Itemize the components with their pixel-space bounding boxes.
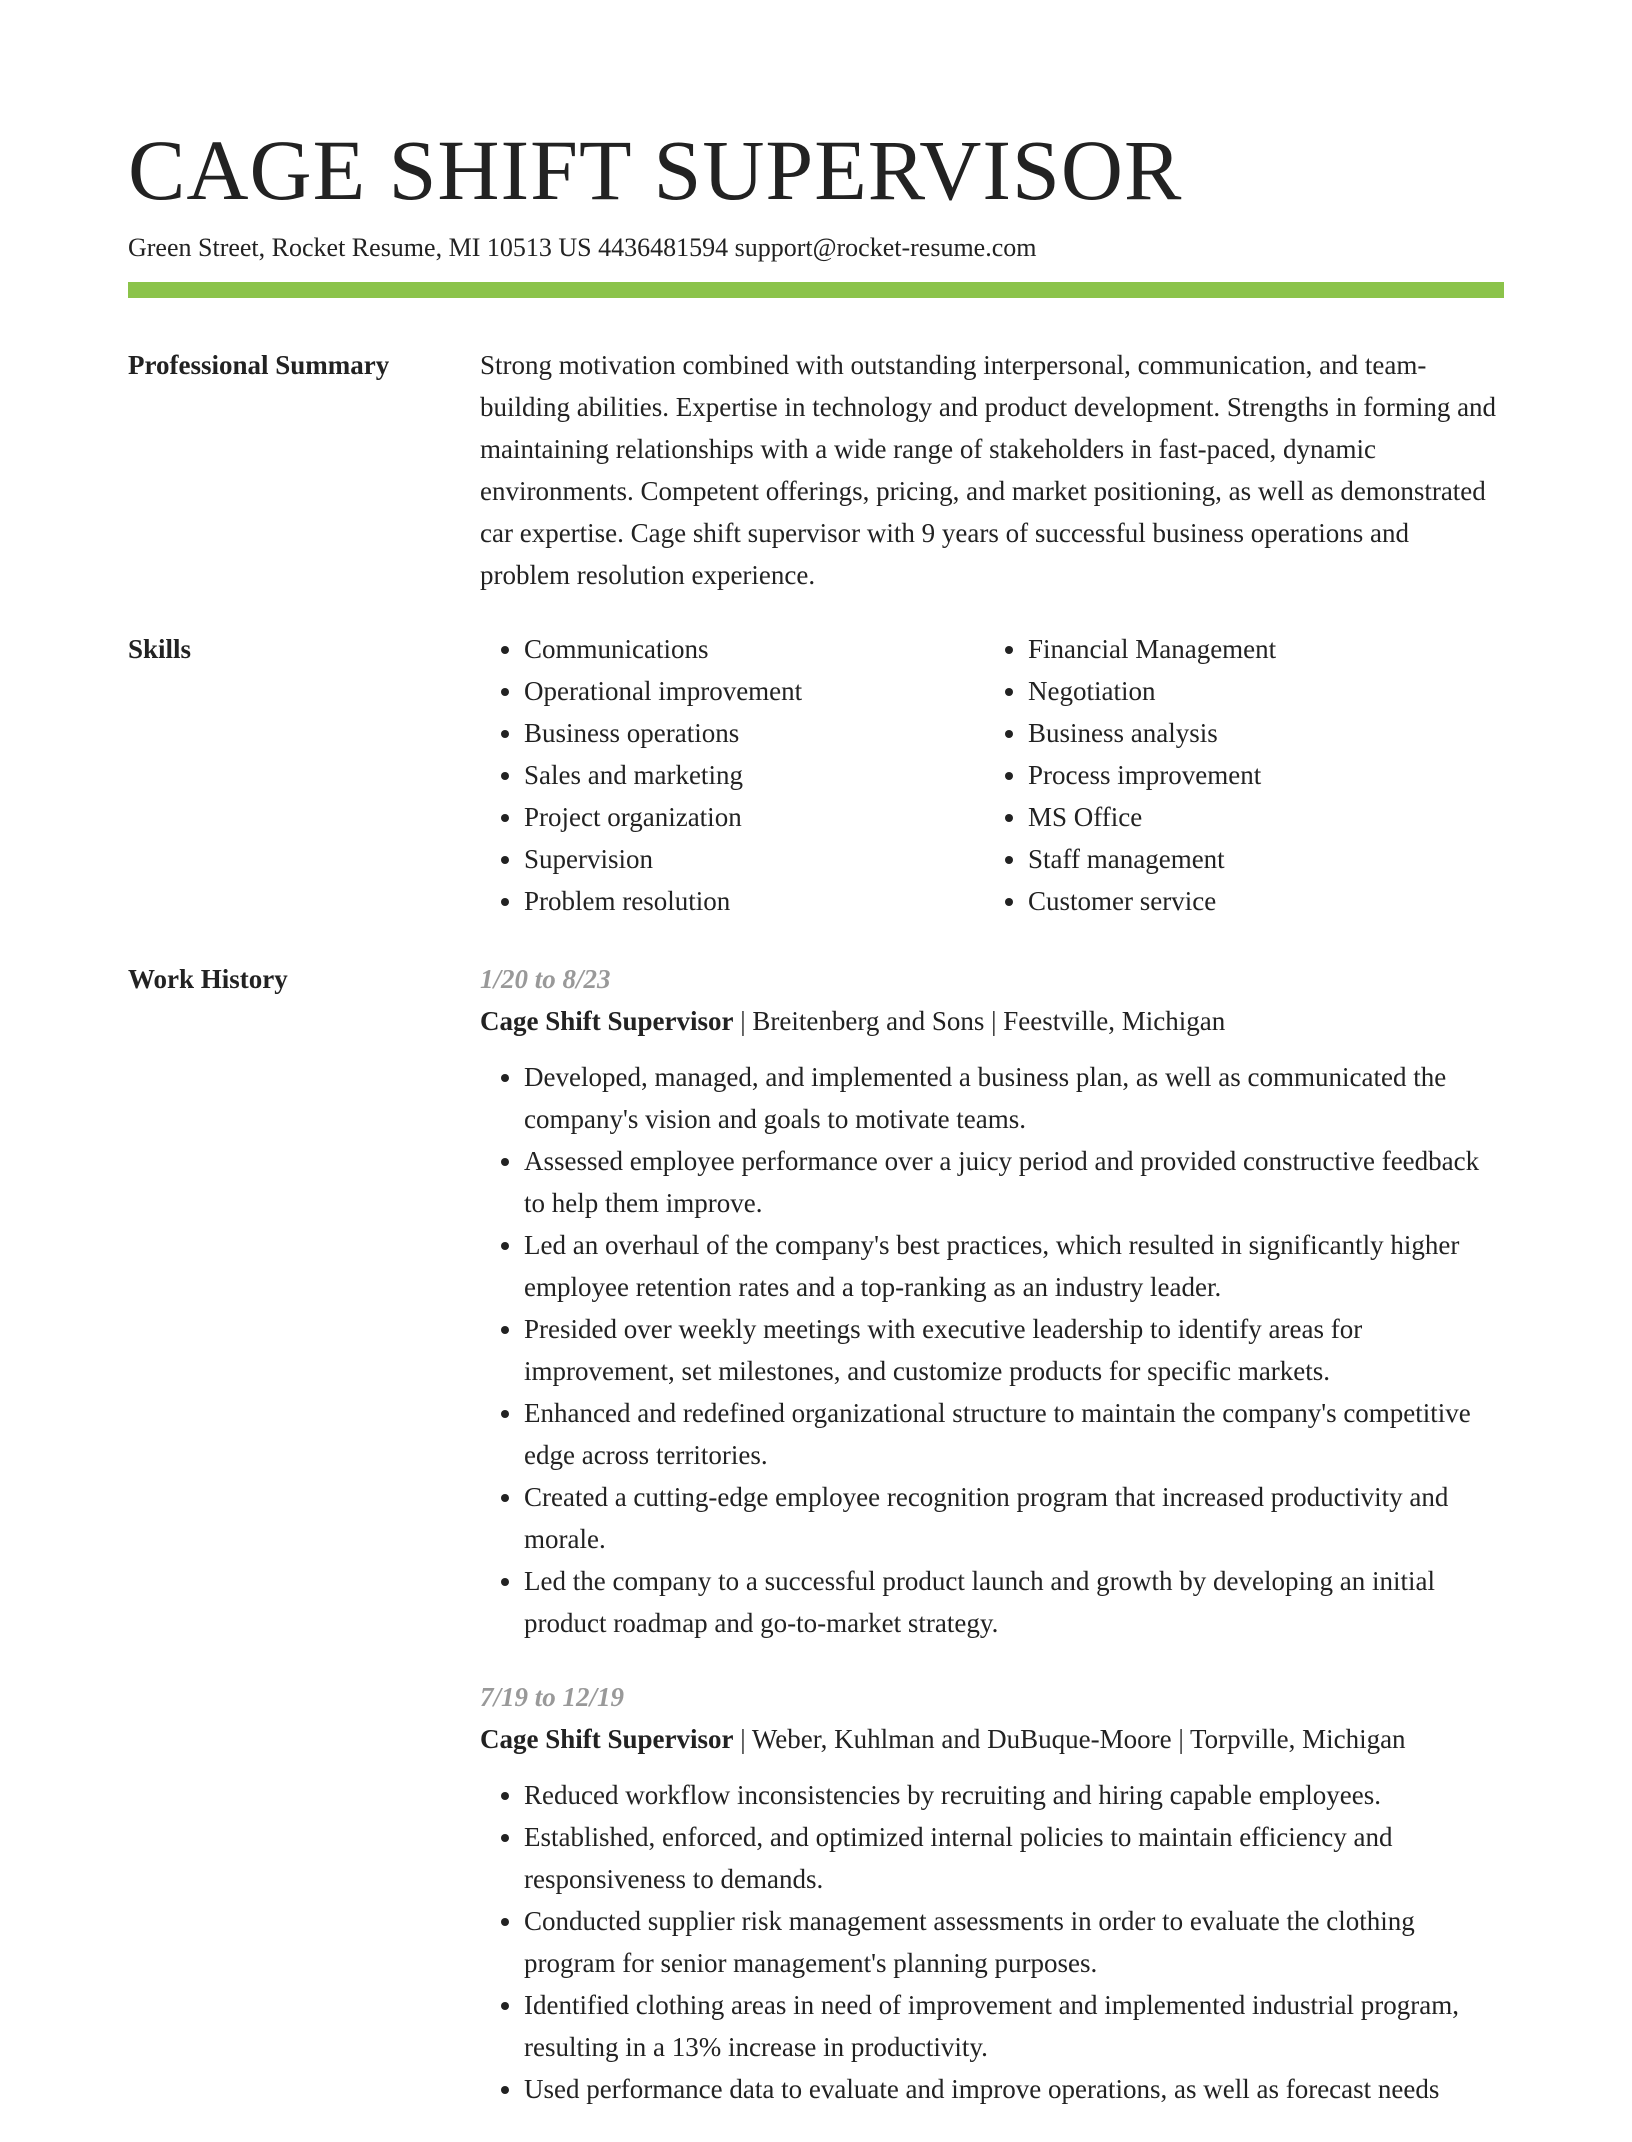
job-duty: • Presided over weekly meetings with executive leadership to identify areas for improvement, set milestones, and customize products for specific markets. bbox=[524, 1308, 1504, 1392]
skill-item: • Project organization bbox=[524, 796, 984, 838]
section-title-work-history: Work History bbox=[128, 964, 288, 994]
accent-divider bbox=[128, 282, 1504, 298]
job-employer-location: | Breitenberg and Sons | Feestville, Michigan bbox=[733, 1006, 1226, 1036]
work-history-body bbox=[480, 958, 1504, 2142]
contact-line: Green Street, Rocket Resume, MI 10513 US 4436481594 support@rocket-resume.com bbox=[128, 233, 1037, 262]
section-title-skills: Skills bbox=[128, 634, 192, 664]
job-duties-list bbox=[480, 1056, 1504, 1644]
job-heading bbox=[480, 1000, 1504, 1042]
summary-body bbox=[480, 344, 1504, 596]
candidate-name: CAGE SHIFT SUPERVISOR bbox=[128, 122, 1183, 218]
job-duty: • Assessed employee performance over a juicy period and provided constructive feedback to help them improve. bbox=[524, 1140, 1504, 1224]
job-duty: • Identified clothing areas in need of improvement and implemented industrial program, resulting in a 13% increase in productivity. bbox=[524, 1984, 1504, 2068]
job-entry bbox=[480, 958, 1504, 1644]
section-title-summary: Professional Summary bbox=[128, 350, 390, 380]
resume-page bbox=[128, 120, 1504, 2142]
skills-columns bbox=[480, 628, 1528, 922]
job-heading bbox=[480, 1718, 1504, 1760]
job-duty: • Established, enforced, and optimized internal policies to maintain efficiency and responsiveness to demands. bbox=[524, 1816, 1504, 1900]
skills-list-left bbox=[480, 628, 984, 922]
skills-section bbox=[128, 628, 1504, 922]
job-duty: • Led the company to a successful product launch and growth by developing an initial product roadmap and go-to-market strategy. bbox=[524, 1560, 1504, 1644]
skill-item: • Business analysis bbox=[1028, 712, 1528, 754]
job-date: 7/19 to 12/19 bbox=[480, 1682, 625, 1712]
skills-list-right bbox=[984, 628, 1528, 922]
job-duty: • Created a cutting-edge employee recognition program that increased productivity and morale. bbox=[524, 1476, 1504, 1560]
job-duty: • Reduced workflow inconsistencies by recruiting and hiring capable employees. bbox=[524, 1774, 1504, 1816]
job-duty: • Conducted supplier risk management assessments in order to evaluate the clothing program for senior management's planning purposes. bbox=[524, 1900, 1504, 1984]
job-employer-location: | Weber, Kuhlman and DuBuque-Moore | Torpville, Michigan bbox=[733, 1724, 1406, 1754]
skill-item: • Sales and marketing bbox=[524, 754, 984, 796]
skill-item: • MS Office bbox=[1028, 796, 1528, 838]
job-duty: • Enhanced and redefined organizational structure to maintain the company's competitive edge across territories. bbox=[524, 1392, 1504, 1476]
skill-item: • Problem resolution bbox=[524, 880, 984, 922]
job-duty: • Developed, managed, and implemented a business plan, as well as communicated the company's vision and goals to motivate teams. bbox=[524, 1056, 1504, 1140]
summary-section bbox=[128, 344, 1504, 596]
skill-item: • Financial Management bbox=[1028, 628, 1528, 670]
job-title: Cage Shift Supervisor bbox=[480, 1724, 734, 1754]
skill-item: • Negotiation bbox=[1028, 670, 1528, 712]
skill-item: • Business operations bbox=[524, 712, 984, 754]
job-duty: • Used performance data to evaluate and improve operations, as well as forecast needs bbox=[524, 2068, 1504, 2110]
skill-item: • Supervision bbox=[524, 838, 984, 880]
summary-text: Strong motivation combined with outstanding interpersonal, communication, and team-building abilities. Expertise in technology and product development. Strengths in forming and maintaining relationships with a wide range of stakeholders in fast-paced, dynamic environments. Competent offerings, pricing, and market positioning, as well as demonstrated car expertise. Cage shift supervisor with 9 years of successful business operations and problem resolution experience. bbox=[480, 350, 1497, 590]
skills-body bbox=[480, 628, 1528, 922]
skill-item: • Communications bbox=[524, 628, 984, 670]
work-history-section bbox=[128, 958, 1504, 2142]
skill-item: • Operational improvement bbox=[524, 670, 984, 712]
job-duties-list bbox=[480, 1774, 1504, 2110]
job-duty: • Led an overhaul of the company's best practices, which resulted in significantly higher employee retention rates and a top-ranking as an industry leader. bbox=[524, 1224, 1504, 1308]
skill-item: • Process improvement bbox=[1028, 754, 1528, 796]
job-title: Cage Shift Supervisor bbox=[480, 1006, 734, 1036]
skill-item: • Staff management bbox=[1028, 838, 1528, 880]
skill-item: • Customer service bbox=[1028, 880, 1528, 922]
job-entry bbox=[480, 1676, 1504, 2110]
job-date: 1/20 to 8/23 bbox=[480, 964, 611, 994]
